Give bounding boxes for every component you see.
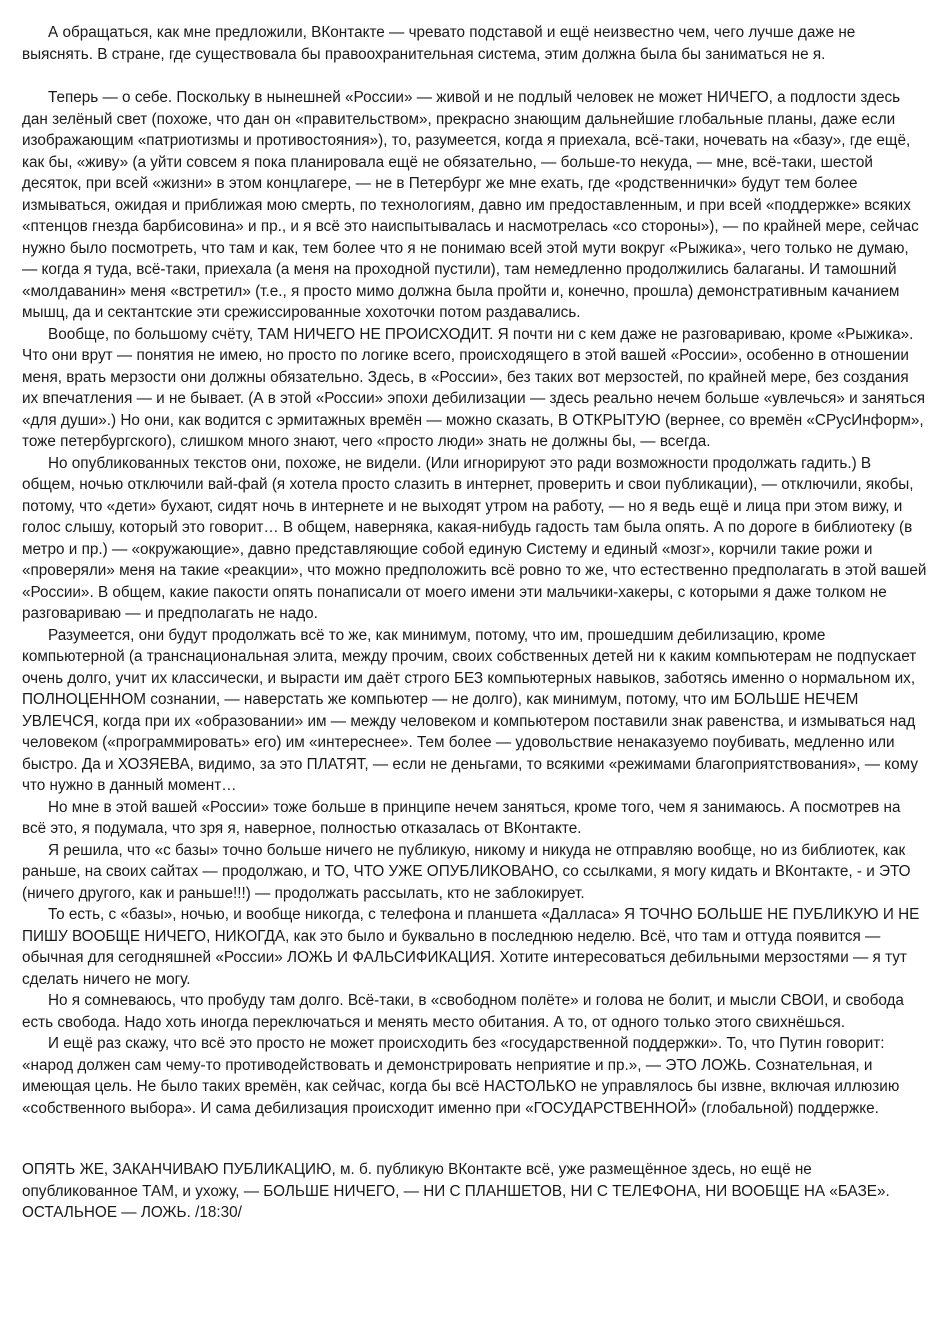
paragraph-1: А обращаться, как мне предложили, ВКонтакте — чревато подставой и ещё неизвестно чем, чего лучше даже не выяснять. В стране, где существовала бы правоохранительная система, этим должна была бы заниматься не я. [22, 24, 856, 63]
paragraph-3: Вообще, по большому счёту, ТАМ НИЧЕГО НЕ ПРОИСХОДИТ. Я почти ни с кем даже не разговариваю, кроме «Рыжика». Что они врут — понятия не имею, но просто по логике всего, происходящего в этой вашей «России», особенно в отношении меня, врать мерзости они должны обязательно. Здесь, в «России», без таких вот мерзостей, по крайней мере, без создания их впечатления — и не бывает. (А в этой «России» эпохи дебилизации — здесь реально нечем больше «увлечься» и заняться «для души».) Но они, как водится с эрмитажных времён — можно сказать, В ОТКРЫТУЮ (вернее, со времён «СРусИнформ», тоже петербургского), слишком много знают, чего «просто люди» знать не должны бы, — всегда. [22, 325, 926, 450]
paragraph-6: Но мне в этой вашей «России» тоже больше в принципе нечем заняться, кроме того, чем я занимаюсь. А посмотрев на всё это, я подумала, что зря я, наверное, полностью отказалась от ВКонтакте. [22, 798, 901, 837]
paragraph-2: Теперь — о себе. Поскольку в нынешней «России» — живой и не подлый человек не может НИЧЕГО, а подлости здесь дан зелёный свет (похоже, что дан он «правительством», прекрасно знающим дальнейшие глобальные планы, даже если изображающим «патриотизмы и противостояния»), то, разумеется, когда я приехала, всё-таки, ночевать на «базу», где ещё, как бы, «живу» (а уйти совсем я пока планировала ещё не обязательно, — больше-то некуда, — мне, всё-таки, шестой десяток, при всей «жизни» в этом концлагере, — не в Петербург же мне ехать, где «родственнички» будут тем более измываться, ожидая и приближая мою смерть, по технологиям, давно им предоставленным, и при всей «поддержке» всяких «птенцов гнезда барбисовина» и пр., и я всё это наиспытывалась и насмотрелась «со стороны»), — по крайней мере, сейчас нужно было посмотреть, что там и как, тем более что я не понимаю всей этой мути вокруг «Рыжика», чего только не думаю, — когда я туда, всё-таки, приехала (а меня на проходной пустили), там немедленно продолжились балаганы. И тамошний «молдаванин» меня «встретил» (т.е., я просто мимо должна была пройти и, конечно, прошла) демонстративным качанием мышц, да и сектантские эти срежиссированные хохоточки потом раздавались. [22, 89, 919, 321]
paragraph-10: И ещё раз скажу, что всё это просто не может происходить без «государственной поддержки». То, что Путин говорит: «народ должен сам чему-то противодействовать и демонстрировать неприятие и пр.», — ЭТО ЛОЖЬ. Сознательная, и имеющая цель. Не было таких времён, как сейчас, когда бы всё НАСТОЛЬКО не управлялось бы извне, включая иллюзию «собственного выбора». И сама дебилизация происходит именно при «ГОСУДАРСТВЕННОЙ» (глобальной) поддержке. [22, 1035, 900, 1117]
paragraph-8: То есть, с «базы», ночью, и вообще никогда, с телефона и планшета «Далласа» Я ТОЧНО БОЛЬШЕ НЕ ПУБЛИКУЮ И НЕ ПИШУ ВООБЩЕ НИЧЕГО, НИКОГДА, как это было и буквально в последнюю неделю. Всё, что там и оттуда появится — обычная для сегодняшней «России» ЛОЖЬ И ФАЛЬСИФИКАЦИЯ. Хотите интересоваться дебильными мерзостями — я тут сделать ничего не могу. [22, 906, 920, 988]
paragraph-7: Я решила, что «с базы» точно больше ничего не публикую, никому и никуда не отправляю вообще, но из библиотек, как раньше, на своих сайтах — продолжаю, и ТО, ЧТО УЖЕ ОПУБЛИКОВАНО, со ссылками, я могу кидать и ВКонтакте, - и ЭТО (ничего другого, как и раньше!!!) — продолжать рассылать, кто не заблокирует. [22, 841, 911, 902]
paragraph-9: Но я сомневаюсь, что пробуду там долго. Всё-таки, в «свободном полёте» и голова не болит, и мысли СВОИ, и свобода есть свобода. Надо хоть иногда переключаться и менять место обитания. А то, от одного только этого свихнёшься. [22, 992, 904, 1031]
paragraph-5: Разумеется, они будут продолжать всё то же, как минимум, потому, что им, прошедшим дебилизацию, кроме компьютерной (а транснациональная элита, между прочим, своих собственных детей ни к каким компьютерам не подпускает очень долго, учит их классически, и вырасти им даёт строго БЕЗ компьютерных навыков, заботясь именно о нормальном их, ПОЛНОЦЕННОМ сознании, — наверстать же компьютер — не долго), как минимум, потому, что им БОЛЬШЕ НЕЧЕМ УВЛЕЧСЯ, когда при их «образовании» им — между человеком и компьютером поставили знак равенства, и измываться над человеком («программировать» его) им «интереснее». Тем более — удовольствие ненаказуемо поубивать, медленно или быстро. Да и ХОЗЯЕВА, видимо, за это ПЛАТЯТ, — если не деньгами, то всякими «режимами благоприятствования», — кому что нужно в данный момент… [22, 626, 918, 794]
paragraph-4: Но опубликованных текстов они, похоже, не видели. (Или игнорируют это ради возможности продолжать гадить.) В общем, ночью отключили вай-фай (я хотела просто слазить в интернет, проверить и свои публикации), — отключили, якобы, потому, что «дети» бухают, сидят ночь в интернете и не выходят утром на работу, — но я ведь ещё и лица при этом вижу, и голос слышу, который это говорит… В общем, наверняка, какая-нибудь гадость там была опять. А по дороге в библиотеку (в метро и пр.) — «окружающие», давно представляющие собой единую Систему и единый «мозг», корчили такие рожи и «проверяли» меня на такие «реакции», что можно предположить всё ровно то же, что естественно предполагать в этой вашей «России». В общем, какие пакости опять понаписали от моего имени эти мальчики-хакеры, с которыми я даже толком не разговариваю — и предполагать не надо. [22, 454, 927, 622]
closing-paragraph: ОПЯТЬ ЖЕ, ЗАКАНЧИВАЮ ПУБЛИКАЦИЮ, м. б. публикую ВКонтакте всё, уже размещённое здесь, но ещё не опубликованное ТАМ, и ухожу, — БОЛЬШЕ НИЧЕГО, — НИ С ПЛАНШЕТОВ, НИ С ТЕЛЕФОНА, НИ ВООБЩЕ НА «БАЗЕ». ОСТАЛЬНОЕ — ЛОЖЬ. /18:30/ [22, 1161, 890, 1221]
